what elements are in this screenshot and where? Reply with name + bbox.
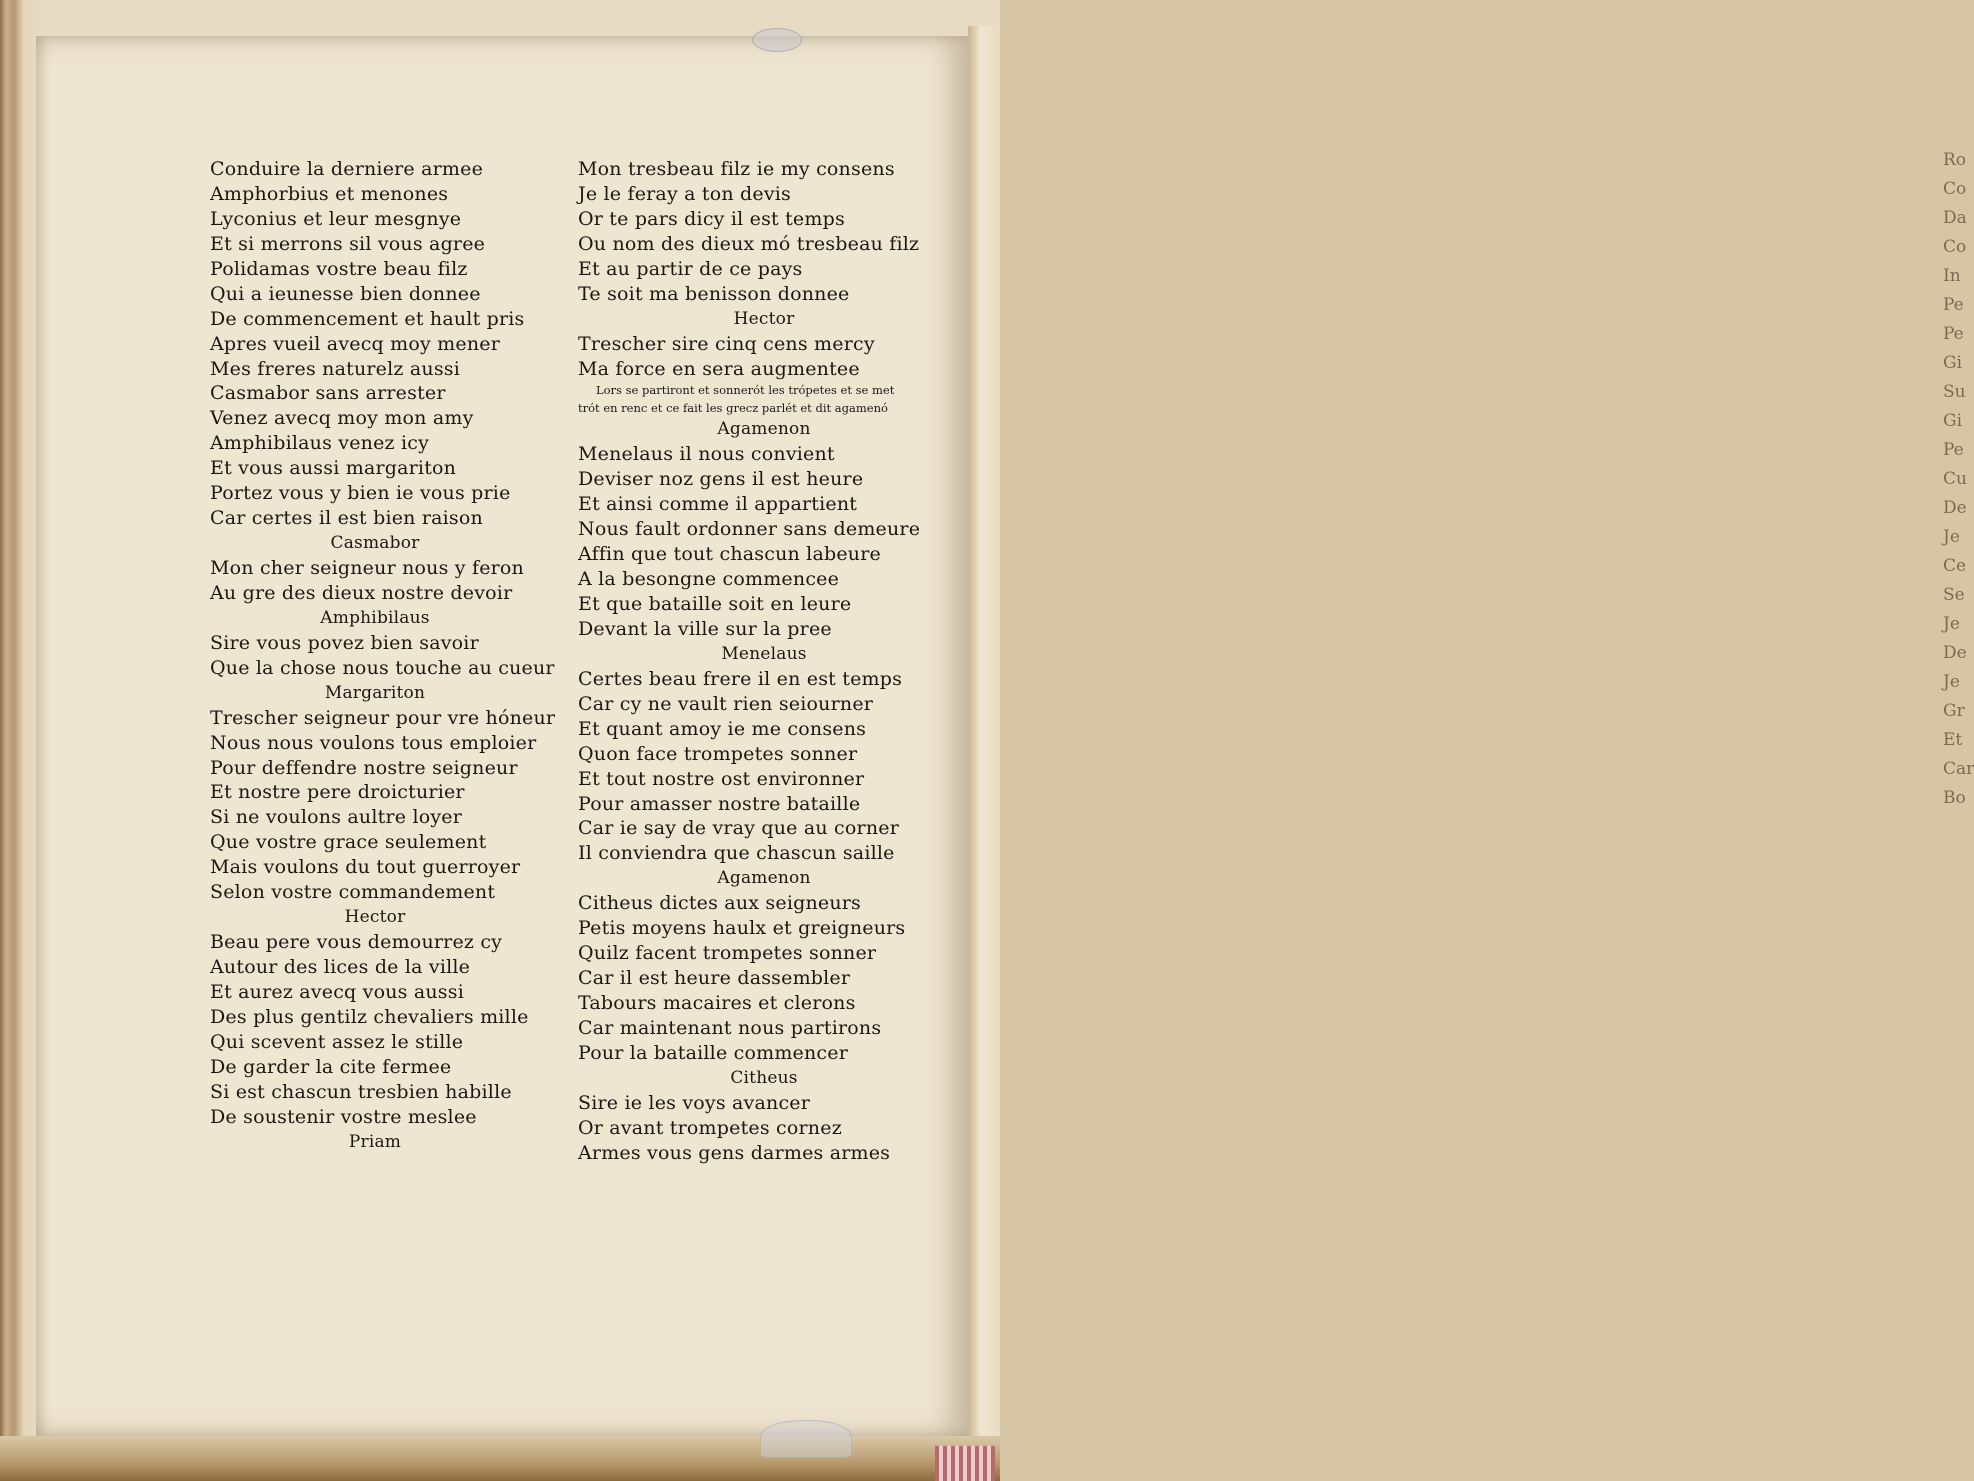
- verse-line: Or te pars dicy il est temps: [578, 207, 845, 230]
- verse-line: Nous fault ordonner sans demeure: [578, 518, 921, 541]
- verse-line: Car certes il est bien raison: [210, 507, 483, 530]
- verse-line: Mon cher seigneur nous y feron: [210, 557, 524, 579]
- verse-line: Polidamas vostre beau filz: [210, 257, 468, 280]
- verse-line: Sire vous povez bien savoir: [210, 631, 479, 654]
- verse-line: Mon tresbeau filz ie my consens: [578, 158, 895, 180]
- verse-line: Et si merrons sil vous agree: [210, 232, 486, 255]
- verse-line: Car ie say de vray que au corner: [578, 817, 899, 840]
- verse-line: Et aurez avecq vous aussi: [210, 980, 464, 1003]
- verse-line: Casmabor sans arrester: [210, 382, 446, 405]
- verse-line: De garder la cite fermee: [210, 1055, 452, 1078]
- speaker-name: Citheus: [730, 1067, 798, 1088]
- verse-line: De commencement et hault pris: [210, 307, 525, 330]
- speaker-name: Hector: [733, 308, 795, 329]
- verse-line: Des plus gentilz chevaliers mille: [210, 1005, 529, 1028]
- facing-page-bleed: Ro Co Da Co In Pe Pe Gi Su Gi Pe Cu De Je Ce Se Je De Je Gr Et Car Bo: [1943, 150, 1974, 808]
- verse-line: Que la chose nous touche au cueur: [210, 656, 555, 679]
- verse-line: Apres vueil avecq moy mener: [210, 332, 501, 355]
- verse-line: Trescher seigneur pour vre hóneur: [210, 706, 556, 729]
- verse-line: Car il est heure dassembler: [578, 967, 851, 990]
- verse-line: Nous nous voulons tous emploier: [210, 731, 537, 754]
- verse-line: Et tout nostre ost environner: [578, 767, 865, 790]
- verse-line: Je le feray a ton devis: [578, 182, 792, 205]
- verse-line: Car cy ne vault rien seiourner: [578, 692, 874, 715]
- verse-line: Et quant amoy ie me consens: [578, 717, 867, 740]
- speaker-name: Hector: [344, 907, 406, 928]
- verse-line: Beau pere vous demourrez cy: [210, 931, 503, 954]
- verse-line: Quon face trompetes sonner: [578, 742, 858, 765]
- speaker-name: Priam: [348, 1131, 402, 1152]
- verse-line: Te soit ma benisson donnee: [578, 282, 850, 305]
- page-clip-top: [752, 28, 802, 52]
- speaker-name: Agamenon: [717, 868, 811, 889]
- verse-line: A la besongne commencee: [578, 568, 840, 591]
- verse-line: Et que bataille soit en leure: [578, 593, 852, 615]
- verse-line: Qui scevent assez le stille: [210, 1030, 464, 1053]
- verse-line: Ou nom des dieux mó tresbeau filz: [578, 232, 920, 255]
- verse-line: Trescher sire cinq cens mercy: [578, 332, 875, 355]
- verse-line: Que vostre grace seulement: [210, 831, 487, 854]
- right-column: [578, 157, 950, 1166]
- verse-line: Il conviendra que chascun saille: [578, 842, 895, 865]
- left-column: [210, 157, 570, 1155]
- verse-line: Quilz facent trompetes sonner: [578, 942, 877, 965]
- verse-line: Amphorbius et menones: [210, 182, 449, 205]
- verse-line: Certes beau frere il en est temps: [578, 667, 903, 690]
- verse-line: Mes freres naturelz aussi: [210, 357, 460, 380]
- verse-line: Armes vous gens darmes armes: [578, 1141, 891, 1164]
- verse-line: Amphibilaus venez icy: [210, 432, 430, 455]
- verse-line: Venez avecq moy mon amy: [210, 407, 474, 430]
- verse-line: Pour deffendre nostre seigneur: [210, 756, 518, 779]
- verse-line: Tabours macaires et clerons: [578, 992, 856, 1014]
- verse-line: Et ainsi comme il appartient: [578, 493, 858, 516]
- page-clip-bottom: [760, 1420, 852, 1458]
- bookmark-ribbon: [935, 1446, 995, 1481]
- verse-line: Qui a ieunesse bien donnee: [210, 282, 481, 305]
- stage-direction: trót en renc et ce fait les grecz parlét et dit agamenó: [578, 401, 888, 416]
- facing-page-edge: [968, 26, 1974, 1446]
- verse-line: Citheus dictes aux seigneurs: [578, 892, 862, 915]
- verse-line: Menelaus il nous convient: [578, 443, 835, 466]
- verse-line: Si ne voulons aultre loyer: [210, 806, 463, 829]
- speaker-name: Casmabor: [330, 533, 420, 554]
- verse-line: Deviser noz gens il est heure: [578, 468, 864, 491]
- verse-line: Et nostre pere droicturier: [210, 781, 465, 804]
- verse-line: Selon vostre commandement: [210, 881, 496, 904]
- speaker-name: Amphibilaus: [320, 607, 430, 628]
- verse-line: De soustenir vostre meslee: [210, 1105, 477, 1128]
- verse-line: Autour des lices de la ville: [210, 956, 471, 978]
- verse-line: Car maintenant nous partirons: [578, 1016, 882, 1039]
- verse-line: Si est chascun tresbien habille: [210, 1080, 512, 1103]
- verse-line: Conduire la derniere armee: [210, 158, 484, 180]
- verse-line: Affin que tout chascun labeure: [578, 543, 881, 566]
- verse-line: Et au partir de ce pays: [578, 257, 803, 280]
- verse-line: Devant la ville sur la pree: [578, 617, 832, 640]
- verse-line: Pour la bataille commencer: [578, 1041, 848, 1064]
- verse-line: Sire ie les voys avancer: [578, 1091, 811, 1114]
- verse-line: Or avant trompetes cornez: [578, 1116, 842, 1139]
- verse-line: Et vous aussi margariton: [210, 457, 457, 480]
- verse-line: Portez vous y bien ie vous prie: [210, 482, 511, 505]
- speaker-name: Menelaus: [721, 643, 807, 664]
- verse-line: Au gre des dieux nostre devoir: [210, 581, 513, 604]
- verse-line: Lyconius et leur mesgnye: [210, 207, 462, 230]
- stage-direction: Lors se partiront et sonnerót les trópetes et se met: [596, 383, 895, 398]
- verse-line: Petis moyens haulx et greigneurs: [578, 917, 906, 940]
- speaker-name: Margariton: [324, 682, 426, 703]
- verse-line: Pour amasser nostre bataille: [578, 792, 861, 815]
- speaker-name: Agamenon: [717, 419, 811, 440]
- verse-line: Mais voulons du tout guerroyer: [210, 856, 521, 879]
- verse-line: Ma force en sera augmentee: [578, 357, 860, 380]
